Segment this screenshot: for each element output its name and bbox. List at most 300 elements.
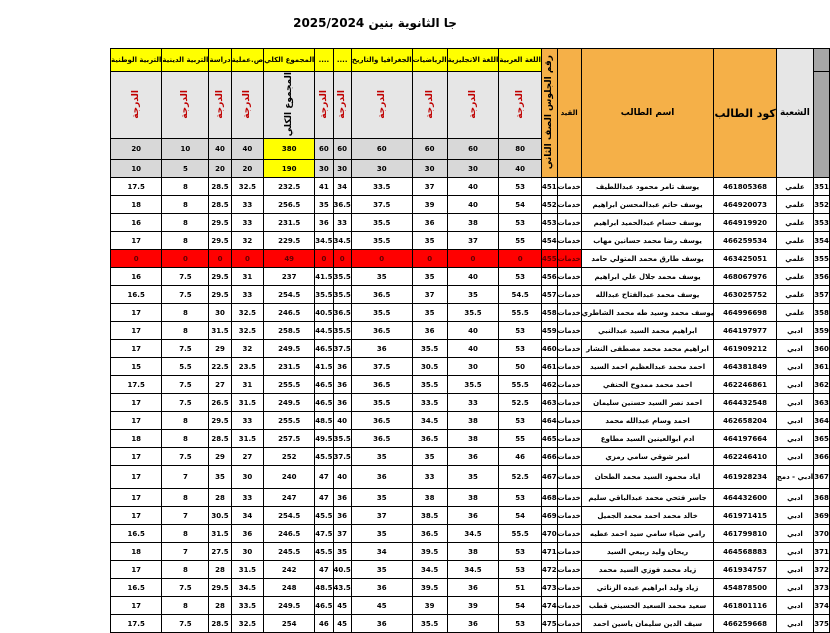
student-name: يوسف محمد وسيد طه محمد الشاطري: [581, 304, 714, 322]
score-cell: 35: [447, 286, 499, 304]
status-cell: خدمات: [557, 286, 581, 304]
student-code: 464568883: [714, 543, 776, 561]
score-cell: 17: [111, 232, 162, 250]
seat-number: 459: [541, 322, 557, 340]
score-cell: 17: [111, 322, 162, 340]
score-cell: 32: [231, 340, 264, 358]
row-number: 375: [814, 615, 830, 633]
score-cell: 36: [447, 448, 499, 466]
row-number: 353: [814, 214, 830, 232]
score-cell: 45.5: [315, 543, 333, 561]
status-cell: خدمات: [557, 250, 581, 268]
score-cell: 7: [162, 466, 209, 489]
score-cell: 33: [333, 214, 351, 232]
branch-cell: علمي: [776, 178, 813, 196]
score-cell: 36: [333, 358, 351, 376]
score-cell: 37.5: [351, 196, 412, 214]
status-cell: خدمات: [557, 322, 581, 340]
row-number: 356: [814, 268, 830, 286]
code-header: كود الطالب: [714, 49, 776, 178]
score-cell: 35: [412, 448, 447, 466]
score-cell: 30: [447, 358, 499, 376]
branch-cell: علمي: [776, 214, 813, 232]
score-cell: 41.5: [315, 268, 333, 286]
score-cell: 36: [333, 507, 351, 525]
score-cell: 33: [231, 412, 264, 430]
score-cell: 35: [447, 466, 499, 489]
degree-header-cell: [447, 72, 499, 139]
score-cell: 37.5: [351, 358, 412, 376]
branch-cell: علمي: [776, 268, 813, 286]
score-cell: 36: [333, 489, 351, 507]
table-row: [111, 597, 830, 615]
score-cell: 18: [111, 196, 162, 214]
score-cell: 45.5: [315, 448, 333, 466]
score-cell: 23.5: [231, 358, 264, 376]
score-cell: 32.5: [231, 178, 264, 196]
student-name: يوسف حسام عبدالحميد ابراهيم: [581, 214, 714, 232]
seat-number: 463: [541, 394, 557, 412]
student-name: احمد محمد عبدالعظيم احمد السيد: [581, 358, 714, 376]
score-cell: 37: [351, 507, 412, 525]
student-name: ريحان وليد ربيعي السيد: [581, 543, 714, 561]
seat-number: 466: [541, 448, 557, 466]
score-cell: 37: [447, 232, 499, 250]
header-blank: [814, 72, 830, 178]
row-number: 369: [814, 507, 830, 525]
score-cell: 30.5: [412, 358, 447, 376]
score-cell: 256.5: [264, 196, 315, 214]
score-cell: 28.5: [209, 615, 231, 633]
score-cell: 53: [499, 178, 542, 196]
row-number: 352: [814, 196, 830, 214]
score-cell: 45.5: [315, 507, 333, 525]
score-cell: 35: [351, 448, 412, 466]
student-name: يوسف رضا محمد حسانين مهاب: [581, 232, 714, 250]
score-cell: 35: [351, 561, 412, 579]
score-cell: 8: [162, 430, 209, 448]
seat-number: 455: [541, 250, 557, 268]
branch-cell: ادبي: [776, 394, 813, 412]
score-cell: 36: [333, 376, 351, 394]
degree-header-cell: [333, 72, 351, 139]
score-cell: 7.5: [162, 579, 209, 597]
score-cell: 249.5: [264, 597, 315, 615]
score-cell: 8: [162, 525, 209, 543]
score-cell: 27: [231, 448, 264, 466]
seat-number: 462: [541, 376, 557, 394]
score-cell: 249.5: [264, 340, 315, 358]
min-score: 30: [447, 160, 499, 178]
student-name: ابراهيم محمد السيد عبدالنبي: [581, 322, 714, 340]
score-cell: 29.5: [209, 286, 231, 304]
score-cell: 28.5: [209, 178, 231, 196]
score-cell: 232.5: [264, 178, 315, 196]
score-cell: 33: [447, 394, 499, 412]
score-cell: 29.5: [209, 579, 231, 597]
table-row: [111, 561, 830, 579]
score-cell: 36: [447, 615, 499, 633]
score-cell: 51: [499, 579, 542, 597]
degree-label: الدرجة: [131, 89, 142, 119]
score-cell: 16.5: [111, 579, 162, 597]
student-code: 464381849: [714, 358, 776, 376]
score-cell: 7.5: [162, 286, 209, 304]
status-cell: خدمات: [557, 561, 581, 579]
score-cell: 246.5: [264, 525, 315, 543]
score-cell: 34: [351, 543, 412, 561]
score-cell: 48.5: [315, 412, 333, 430]
student-name: احمد وسام عبدالله محمد: [581, 412, 714, 430]
student-name: احمد نصر السيد حسنين سليمان: [581, 394, 714, 412]
score-cell: 17: [111, 597, 162, 615]
table-row: [111, 543, 830, 561]
row-number: 354: [814, 232, 830, 250]
score-cell: 35.5: [315, 286, 333, 304]
score-cell: 55.5: [499, 376, 542, 394]
branch-cell: علمي: [776, 250, 813, 268]
min-score: 5: [162, 160, 209, 178]
table-row: [111, 507, 830, 525]
score-cell: 29: [209, 448, 231, 466]
score-cell: 8: [162, 561, 209, 579]
score-cell: 7: [162, 507, 209, 525]
score-cell: 32.5: [231, 304, 264, 322]
student-code: 462658204: [714, 412, 776, 430]
status-cell: خدمات: [557, 430, 581, 448]
seat-header: [541, 49, 557, 178]
score-cell: 31.5: [231, 394, 264, 412]
score-cell: 26.5: [209, 394, 231, 412]
subject-header: اللغة الانجليزية: [447, 49, 499, 72]
score-cell: 17: [111, 466, 162, 489]
score-cell: 53: [499, 268, 542, 286]
score-cell: 40: [333, 466, 351, 489]
score-cell: 7.5: [162, 394, 209, 412]
table-row: [111, 394, 830, 412]
student-code: 461909212: [714, 340, 776, 358]
score-cell: 41.5: [315, 358, 333, 376]
branch-cell: ادبي: [776, 376, 813, 394]
branch-cell: ادبي: [776, 358, 813, 376]
branch-cell: علمي: [776, 196, 813, 214]
score-cell: 54.5: [499, 286, 542, 304]
branch-cell: ادبي: [776, 412, 813, 430]
row-number: 360: [814, 340, 830, 358]
degree-label: الدرجة: [318, 89, 329, 119]
score-cell: 36: [351, 615, 412, 633]
status-cell: خدمات: [557, 507, 581, 525]
subject-header: ص.عملية: [231, 49, 264, 72]
score-cell: 54: [499, 196, 542, 214]
score-cell: 36: [231, 525, 264, 543]
degree-header-cell: [162, 72, 209, 139]
score-cell: 29: [209, 340, 231, 358]
score-cell: 27.5: [209, 543, 231, 561]
student-name: خالد محمد احمد محمد الجميل: [581, 507, 714, 525]
student-name: ادم ابوالعينين السيد مطاوع: [581, 430, 714, 448]
max-score: 380: [264, 139, 315, 160]
score-cell: 8: [162, 178, 209, 196]
student-name: جاسر فتحي محمد عبدالباقي سليم: [581, 489, 714, 507]
score-cell: 36: [315, 214, 333, 232]
status-cell: خدمات: [557, 597, 581, 615]
status-cell: خدمات: [557, 466, 581, 489]
max-score: 40: [209, 139, 231, 160]
score-cell: 32.5: [231, 615, 264, 633]
branch-cell: ادبي: [776, 561, 813, 579]
score-cell: 254: [264, 615, 315, 633]
score-cell: 17: [111, 394, 162, 412]
seat-number: 464: [541, 412, 557, 430]
score-cell: 40.5: [333, 561, 351, 579]
max-score: 80: [499, 139, 542, 160]
student-code: 461805368: [714, 178, 776, 196]
row-number: 361: [814, 358, 830, 376]
score-cell: 35: [333, 543, 351, 561]
score-cell: 54: [499, 597, 542, 615]
score-cell: 35: [351, 489, 412, 507]
score-cell: 0: [447, 250, 499, 268]
score-cell: 55: [499, 430, 542, 448]
table-row: [111, 358, 830, 376]
score-cell: 248: [264, 579, 315, 597]
score-cell: 29.5: [209, 232, 231, 250]
student-name: يوسف حاتم عبدالمحسن ابراهيم: [581, 196, 714, 214]
min-score: 20: [209, 160, 231, 178]
max-score: 60: [447, 139, 499, 160]
table-row: [111, 579, 830, 597]
document-title: جا الثانوية بنين 2025/2024: [293, 16, 457, 30]
score-cell: 37: [412, 286, 447, 304]
score-cell: 16: [111, 268, 162, 286]
seat-number: 472: [541, 561, 557, 579]
degree-label: الدرجة: [424, 89, 435, 119]
branch-cell: ادبي: [776, 615, 813, 633]
score-cell: 247: [264, 489, 315, 507]
student-name: زياد وليد ابراهيم عيده الزناتي: [581, 579, 714, 597]
max-score: 60: [333, 139, 351, 160]
row-number: 372: [814, 561, 830, 579]
score-cell: 29.5: [209, 412, 231, 430]
score-cell: 237: [264, 268, 315, 286]
score-cell: 17: [111, 489, 162, 507]
degree-label: الدرجة: [337, 89, 348, 119]
score-cell: 5.5: [162, 358, 209, 376]
score-cell: 249.5: [264, 394, 315, 412]
score-cell: 35.5: [447, 304, 499, 322]
score-cell: 35: [412, 232, 447, 250]
table-row: [111, 525, 830, 543]
score-cell: 17: [111, 412, 162, 430]
branch-cell: ادبي: [776, 507, 813, 525]
row-number: 362: [814, 376, 830, 394]
score-cell: 35.5: [412, 340, 447, 358]
student-code: 464197664: [714, 430, 776, 448]
row-number: 363: [814, 394, 830, 412]
row-number: 364: [814, 412, 830, 430]
score-cell: 54: [499, 507, 542, 525]
score-cell: 258.5: [264, 322, 315, 340]
table-row: [111, 178, 830, 196]
table-row: [111, 489, 830, 507]
max-score: 20: [111, 139, 162, 160]
table-row: [111, 376, 830, 394]
score-cell: 229.5: [264, 232, 315, 250]
max-score: 60: [412, 139, 447, 160]
score-cell: 257.5: [264, 430, 315, 448]
max-score: 60: [315, 139, 333, 160]
score-cell: 35: [412, 304, 447, 322]
status-cell: خدمات: [557, 178, 581, 196]
student-name: سعيد محمد السعيد الحسيني قطب: [581, 597, 714, 615]
score-cell: 8: [162, 214, 209, 232]
branch-cell: علمي: [776, 286, 813, 304]
score-cell: 53: [499, 412, 542, 430]
seat-number: 452: [541, 196, 557, 214]
table-row: [111, 448, 830, 466]
score-cell: 55.5: [499, 525, 542, 543]
score-cell: 7: [162, 543, 209, 561]
table-row: [111, 286, 830, 304]
score-cell: 45: [333, 597, 351, 615]
score-cell: 0: [333, 250, 351, 268]
table-row: [111, 430, 830, 448]
score-cell: 7.5: [162, 615, 209, 633]
score-cell: 50: [499, 358, 542, 376]
score-cell: 30.5: [209, 507, 231, 525]
min-score: 190: [264, 160, 315, 178]
score-cell: 0: [231, 250, 264, 268]
score-cell: 38: [447, 430, 499, 448]
score-cell: 0: [315, 250, 333, 268]
seat-number: 458: [541, 304, 557, 322]
score-cell: 36.5: [412, 430, 447, 448]
score-cell: 43.5: [333, 579, 351, 597]
score-cell: 36.5: [333, 304, 351, 322]
score-cell: 30: [231, 466, 264, 489]
student-code: 464919920: [714, 214, 776, 232]
row-number: 358: [814, 304, 830, 322]
score-cell: 31.5: [209, 525, 231, 543]
score-cell: 36: [351, 579, 412, 597]
seat-number: 465: [541, 430, 557, 448]
student-name: يوسف تامر محمود عبداللطيف: [581, 178, 714, 196]
score-cell: 35.5: [351, 214, 412, 232]
table-row: [111, 304, 830, 322]
branch-cell: ادبي: [776, 430, 813, 448]
table-row: [111, 268, 830, 286]
score-cell: 35.5: [333, 268, 351, 286]
score-cell: 8: [162, 489, 209, 507]
status-cell: خدمات: [557, 358, 581, 376]
seat-number: 451: [541, 178, 557, 196]
seat-header-label: رقم الجلوس الصف الثاني: [544, 55, 555, 170]
score-cell: 15: [111, 358, 162, 376]
score-cell: 31.5: [231, 561, 264, 579]
min-score: 30: [333, 160, 351, 178]
score-cell: 34.5: [412, 561, 447, 579]
degree-header-cell: [412, 72, 447, 139]
status-cell: خدمات: [557, 543, 581, 561]
degree-label: الدرجة: [467, 89, 478, 119]
score-cell: 28: [209, 489, 231, 507]
score-cell: 37.5: [333, 448, 351, 466]
score-cell: 18: [111, 430, 162, 448]
score-cell: 0: [499, 250, 542, 268]
score-cell: 7.5: [162, 268, 209, 286]
degree-label: الدرجة: [180, 89, 191, 119]
score-cell: 29.5: [209, 268, 231, 286]
score-cell: 32: [231, 232, 264, 250]
row-number: 355: [814, 250, 830, 268]
min-score: 20: [231, 160, 264, 178]
score-cell: 36: [412, 214, 447, 232]
score-cell: 33: [231, 196, 264, 214]
row-number: 351: [814, 178, 830, 196]
degree-label: الدرجة: [515, 89, 526, 119]
score-cell: 17.5: [111, 615, 162, 633]
score-cell: 39: [447, 597, 499, 615]
score-cell: 33.5: [351, 178, 412, 196]
min-score: 30: [351, 160, 412, 178]
score-cell: 17: [111, 561, 162, 579]
score-cell: 46.5: [315, 394, 333, 412]
score-cell: 17: [111, 507, 162, 525]
score-cell: 39: [412, 597, 447, 615]
score-cell: 49.5: [315, 430, 333, 448]
score-cell: 36: [412, 322, 447, 340]
student-name: سيف الدين سليمان ياسين احمد: [581, 615, 714, 633]
score-cell: 49: [264, 250, 315, 268]
score-cell: 8: [162, 232, 209, 250]
status-cell: خدمات: [557, 196, 581, 214]
min-score: 30: [412, 160, 447, 178]
score-cell: 53: [499, 340, 542, 358]
seat-number: 453: [541, 214, 557, 232]
status-cell: خدمات: [557, 268, 581, 286]
score-cell: 7.5: [162, 376, 209, 394]
score-cell: 37: [412, 178, 447, 196]
status-cell: خدمات: [557, 340, 581, 358]
score-cell: 53: [499, 214, 542, 232]
score-cell: 0: [412, 250, 447, 268]
student-name: رامي ضياء سامي سيد احمد عطيه: [581, 525, 714, 543]
seat-number: 475: [541, 615, 557, 633]
score-cell: 40.5: [315, 304, 333, 322]
degree-header-cell: [264, 72, 315, 139]
score-cell: 35.5: [412, 615, 447, 633]
score-cell: 30: [209, 304, 231, 322]
score-cell: 36: [351, 466, 412, 489]
seat-number: 461: [541, 358, 557, 376]
score-cell: 29.5: [209, 214, 231, 232]
score-cell: 45: [351, 597, 412, 615]
seat-number: 460: [541, 340, 557, 358]
seat-number: 454: [541, 232, 557, 250]
student-code: 461971415: [714, 507, 776, 525]
subject-header: الجغرافيا والتاريخ: [351, 49, 412, 72]
branch-cell: ادبي: [776, 543, 813, 561]
table-row: [111, 232, 830, 250]
score-cell: 35.5: [333, 430, 351, 448]
score-cell: 31.5: [209, 322, 231, 340]
score-cell: 36.5: [412, 525, 447, 543]
student-code: 464432600: [714, 489, 776, 507]
score-cell: 38: [447, 489, 499, 507]
score-cell: 33: [231, 286, 264, 304]
score-cell: 55: [499, 232, 542, 250]
